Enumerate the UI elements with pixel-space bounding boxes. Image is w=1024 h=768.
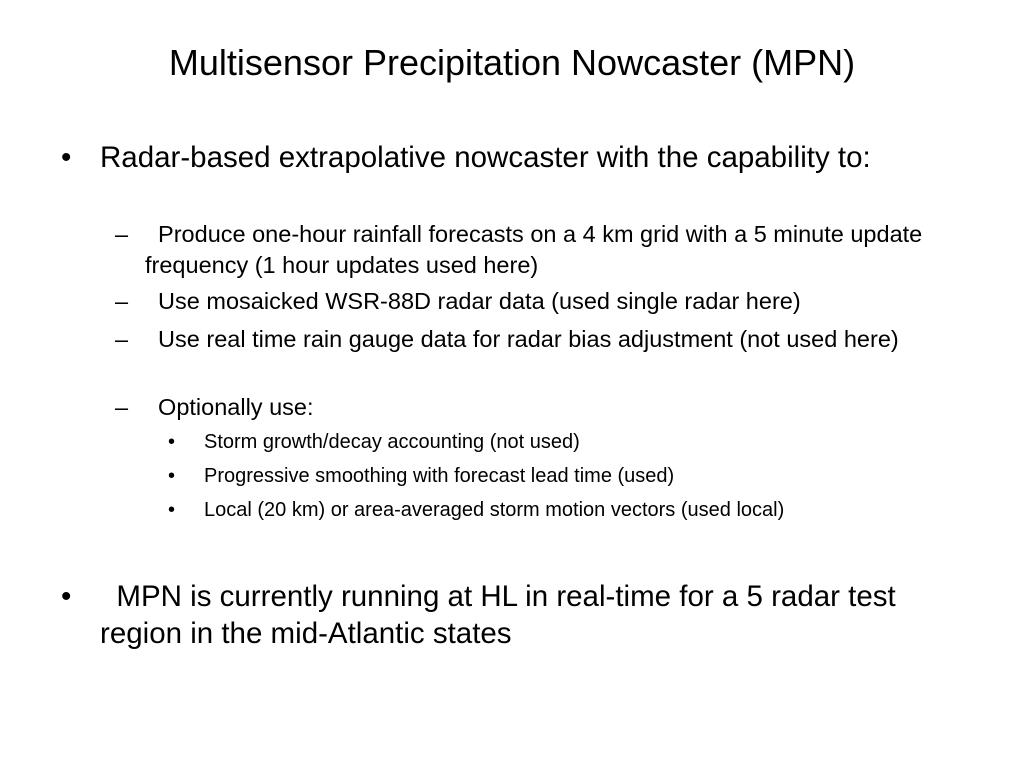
- bullet-marker: •: [168, 499, 176, 521]
- sub-sub-bullet-text: Storm growth/decay accounting (not used): [204, 431, 580, 453]
- bullet-marker: •: [61, 580, 72, 613]
- sub-bullet-item: [115, 219, 935, 281]
- dash-marker: –: [115, 394, 129, 420]
- sub-bullet-text: Produce one-hour rainfall forecasts on a 4 km grid with a 5 minute update frequency (1 hour updates used here): [145, 221, 923, 278]
- bullet-marker: •: [168, 465, 176, 487]
- bullet-marker: •: [168, 431, 176, 453]
- slide-title: Multisensor Precipitation Nowcaster (MPN): [168, 42, 856, 83]
- sub-sub-bullet-text: Local (20 km) or area-averaged storm motion vectors (used local): [204, 499, 785, 521]
- sub-sub-bullet-text: Progressive smoothing with forecast lead time (used): [204, 465, 675, 487]
- dash-marker: –: [115, 288, 129, 314]
- bullet-item: [61, 139, 981, 176]
- sub-sub-bullet-item: [168, 463, 988, 489]
- sub-bullet-text: Optionally use:: [145, 394, 314, 420]
- bullet-marker: •: [61, 141, 72, 174]
- bullet-text: Radar-based extrapolative nowcaster with the capability to:: [100, 141, 871, 174]
- sub-sub-bullet-item: [168, 429, 988, 455]
- sub-bullet-text: Use mosaicked WSR-88D radar data (used single radar here): [145, 288, 801, 314]
- sub-bullet-text: Use real time rain gauge data for radar bias adjustment (not used here): [145, 326, 899, 352]
- bullet-item: [61, 578, 981, 652]
- sub-bullet-item: [115, 392, 935, 423]
- bullet-text: MPN is currently running at HL in real-time for a 5 radar test region in the mid-Atlantic states: [100, 580, 896, 650]
- sub-sub-bullet-item: [168, 497, 988, 523]
- sub-bullet-item: [115, 324, 935, 355]
- sub-bullet-item: [115, 286, 935, 317]
- dash-marker: –: [115, 221, 129, 247]
- dash-marker: –: [115, 326, 129, 352]
